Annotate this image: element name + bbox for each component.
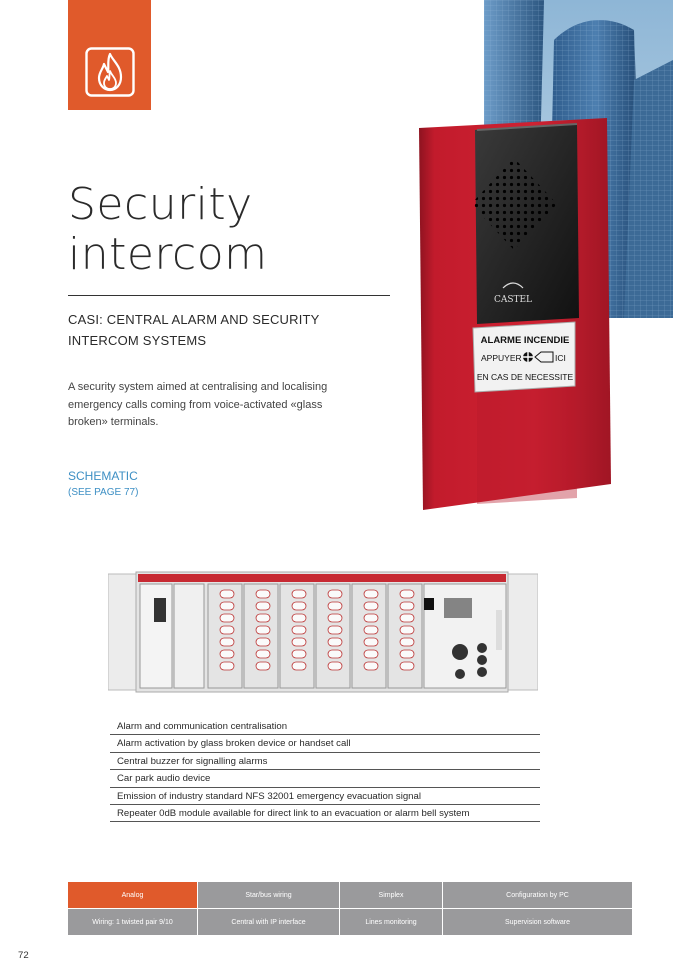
device-sign-line-2-left: APPUYER <box>481 353 522 363</box>
device-sign-line-2-right: ICI <box>555 353 566 363</box>
spec-cell: Supervision software <box>443 909 632 936</box>
schematic-link[interactable]: SCHEMATIC <box>68 469 138 483</box>
feature-list <box>110 718 540 822</box>
device-sign-line-3: EN CAS DE NECESSITE <box>476 372 574 382</box>
schematic-page-ref[interactable]: (SEE PAGE 77) <box>68 487 139 498</box>
product-description: A security system aimed at centralising and localising emergency calls coming from voice-activated «glass broken» terminals. <box>68 381 328 428</box>
spec-table <box>68 882 632 936</box>
page-number: 72 <box>18 950 29 961</box>
spec-cell: Wiring: 1 twisted pair 9/10 <box>68 909 198 936</box>
spec-row <box>68 909 632 936</box>
feature-item: Car park audio device <box>110 770 540 787</box>
spec-cell-analog: Analog <box>68 882 198 909</box>
title-divider <box>68 295 390 296</box>
spec-cell: Lines monitoring <box>340 909 443 936</box>
title-line-1: Security <box>68 179 253 230</box>
fire-icon <box>85 47 135 97</box>
device-sign-line-1: ALARME INCENDIE <box>480 335 570 346</box>
page-title <box>68 180 368 280</box>
spec-cell: Simplex <box>340 882 443 909</box>
intercom-device-photo <box>417 118 613 510</box>
feature-item: Alarm activation by glass broken device or handset call <box>110 735 540 752</box>
feature-item: Central buzzer for signalling alarms <box>110 753 540 770</box>
subtitle-line-1: CASI: CENTRAL ALARM AND SECURITY <box>68 312 320 327</box>
feature-item: Emission of industry standard NFS 32001 emergency evacuation signal <box>110 788 540 805</box>
subtitle-line-2: INTERCOM SYSTEMS <box>68 333 207 348</box>
section-subtitle <box>68 309 368 351</box>
spec-cell: Star/bus wiring <box>198 882 340 909</box>
category-tile <box>68 0 151 110</box>
spec-cell: Central with IP interface <box>198 909 340 936</box>
feature-item: Alarm and communication centralisation <box>110 718 540 735</box>
device-brand: CASTEL <box>493 295 533 305</box>
spec-cell: Configuration by PC <box>443 882 632 909</box>
feature-item: Repeater 0dB module available for direct link to an evacuation or alarm bell system <box>110 805 540 822</box>
central-rack-photo <box>108 570 538 694</box>
spec-row <box>68 882 632 909</box>
title-line-2: intercom <box>68 229 268 280</box>
